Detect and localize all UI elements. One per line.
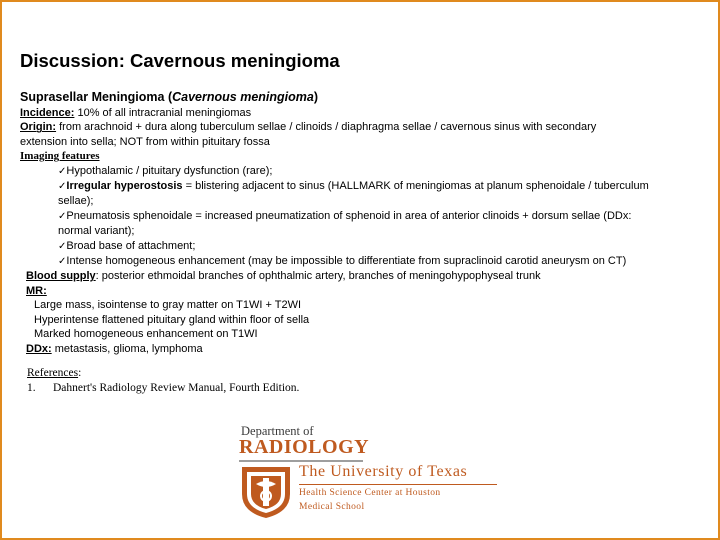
slide-title: Discussion: Cavernous meningioma: [20, 50, 340, 71]
logo-divider: [239, 460, 363, 462]
imaging-bullet-wrap: [20, 194, 710, 208]
mr-item: Large mass, isointense to gray matter on T1WI + T2WI: [34, 299, 302, 312]
subtitle-main: Suprasellar Meningioma (: [20, 90, 173, 104]
blood-supply-label: Blood supply: [26, 270, 96, 283]
check-icon: ✓: [58, 256, 67, 268]
bullet-text: = blistering adjacent to sinus (HALLMARK of meningiomas at planum sphenoidale / tuberculum: [182, 180, 649, 193]
logo-university-text: The University of Texas: [299, 463, 468, 480]
references-label: References: [27, 367, 79, 379]
discussion-content: [20, 106, 710, 356]
logo-department-text: Department of: [241, 424, 314, 438]
origin-label: Origin:: [20, 121, 57, 134]
ddx-label: DDx:: [26, 342, 52, 355]
bullet-text: Broad base of attachment;: [66, 239, 196, 252]
imaging-bullet: [20, 164, 710, 179]
bullet-text: normal variant);: [58, 225, 135, 238]
incidence-line: [20, 106, 710, 120]
logo-hsc-text: Health Science Center at Houston: [299, 488, 441, 498]
subtitle-italic: Cavernous meningioma: [172, 90, 314, 104]
incidence-text: 10% of all intracranial meningiomas: [74, 107, 252, 119]
reference-number: 1.: [27, 382, 36, 394]
logo-medical-school-text: Medical School: [299, 502, 365, 512]
imaging-bullet: [20, 209, 710, 224]
bullet-text: Pneumatosis sphenoidale = increased pneumatization of sphenoid in area of anterior clinoids + dorsum sellae (DDx:: [66, 209, 632, 222]
origin-text: from arachnoid + dura along tuberculum sellae / clinoids / diaphragma sellae / cavernous sinus with secondary: [56, 121, 597, 134]
imaging-heading: [20, 149, 710, 163]
bullet-bold-text: Irregular hyperostosis: [66, 180, 183, 193]
reference-text: Dahnert's Radiology Review Manual, Fourth Edition.: [53, 382, 300, 394]
logo-radiology-text: RADIOLOGY: [239, 436, 370, 458]
imaging-bullet: [20, 239, 710, 254]
references-heading: [27, 366, 299, 381]
imaging-bullet-wrap: [20, 224, 710, 238]
ddx-line: [20, 342, 710, 356]
blood-supply-line: [20, 269, 710, 283]
origin-text-2: extension into sella; NOT from within pituitary fossa: [20, 135, 270, 148]
ut-seal-icon: [239, 464, 293, 520]
bullet-text: Hypothalamic / pituitary dysfunction (rare);: [66, 164, 273, 177]
mr-item: Marked homogeneous enhancement on T1WI: [34, 328, 258, 341]
references: [27, 366, 299, 396]
bullet-text: Intense homogeneous enhancement (may be impossible to differentiate from supraclinoid carotid aneurysm on CT): [66, 255, 627, 268]
reference-item: [27, 381, 299, 396]
mr-heading: [20, 284, 710, 298]
logo-underline: [299, 484, 497, 485]
imaging-bullet: [20, 179, 710, 194]
check-icon: ✓: [58, 240, 67, 252]
mr-item: Hyperintense flattened pituitary gland within floor of sella: [34, 313, 310, 326]
ddx-text: metastasis, glioma, lymphoma: [51, 342, 203, 355]
references-colon: :: [78, 367, 82, 379]
imaging-label: Imaging features: [20, 150, 100, 163]
check-icon: ✓: [58, 165, 67, 177]
mr-label: MR:: [26, 284, 47, 297]
imaging-bullet: [20, 254, 710, 269]
department-logo: [239, 422, 509, 522]
check-icon: ✓: [58, 181, 67, 193]
origin-line-2: [20, 135, 710, 149]
origin-line: [20, 120, 710, 134]
slide-subtitle: [20, 90, 318, 104]
blood-supply-text: : posterior ethmoidal branches of ophthalmic artery, branches of meningohypophyseal trunk: [95, 270, 541, 283]
check-icon: ✓: [58, 210, 67, 222]
subtitle-end: ): [313, 90, 318, 104]
bullet-text: sellae);: [58, 195, 94, 208]
incidence-label: Incidence:: [20, 107, 75, 119]
